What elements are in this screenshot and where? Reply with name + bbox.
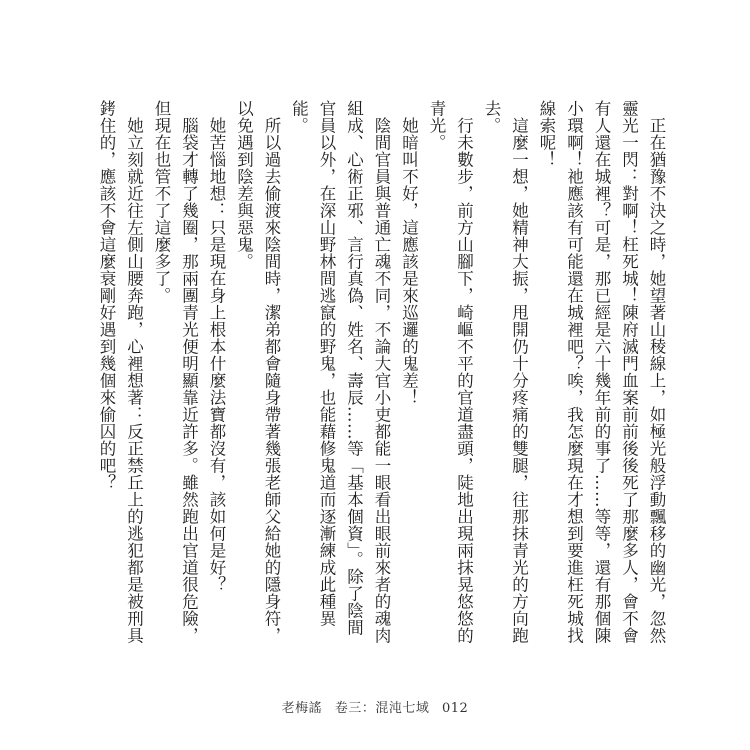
book-title: 老梅謠: [281, 701, 323, 716]
paragraph: 行未數步，前方山腳下，崎嶇不平的官道盡頭，陡地出現兩抹晃悠悠的青光。: [427, 100, 474, 644]
page-number: 012: [441, 701, 469, 716]
paragraph: 陰間官員與普通亡魂不同，不論大官小吏都能一眼看出眼前來者的魂肉組成、心術正邪、言行真偽、姓名、壽辰……等「基本個資」。除了陰間官員以外，在深山野林間逃竄的野鬼，也能藉修鬼道而逐漸練成此種異能。: [289, 100, 391, 644]
paragraph: 這麼一想，她精神大振，甩開仍十分疼痛的雙腿，往那抹青光的方向跑去。: [482, 100, 529, 644]
chapter-title: 卷三：混沌七域: [334, 701, 430, 716]
paragraph: 她暗叫不好，這應該是來巡邏的鬼差！: [399, 116, 419, 406]
paragraph: 腦袋才轉了幾圈，那兩團青光便明顯靠近許多。雖然跑出官道很危險，但現在也管不了這麼多了。: [152, 100, 199, 644]
paragraph: 她苦惱地想：只是現在身上根本什麼法寶都沒有，該如何是好？: [207, 116, 226, 593]
page-footer: [0, 697, 750, 716]
paragraph: 所以過去偷渡來陰間時，潔弟都會隨身帶著幾張老師父給她的隱身符，以免遇到陰差與惡鬼。: [234, 100, 281, 644]
body-text: [70, 100, 670, 645]
paragraph: 她立刻就近往左側山腰奔跑，心裡想著：反正禁丘上的逃犯都是被刑具銬住的，應該不會這麼衰剛好遇到幾個來偷囚的吧？: [97, 100, 144, 644]
paragraph: 正在猶豫不決之時，她望著山稜線上，如極光般浮動飄移的幽光，忽然靈光一閃：對啊！枉死城！陳府滅門血案前前後後死了那麼多人，會不會有人還在城裡？可是，那已經是六十幾年前的事了……等等，還有那個陳小環啊！祂應該有可能還在城裡吧？唉，我怎麼現在才想到要進枉死城找線索呢！: [537, 100, 666, 644]
